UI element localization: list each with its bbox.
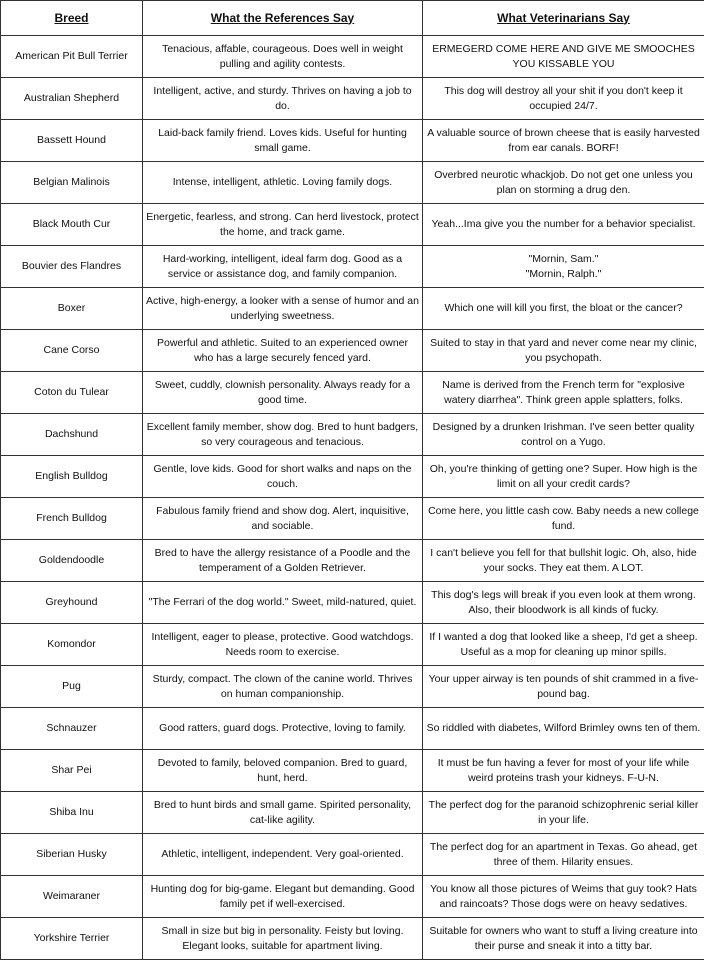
breed-cell: Pug <box>1 666 143 708</box>
table-row <box>1 78 704 120</box>
table-row <box>1 498 704 540</box>
breed-cell: Siberian Husky <box>1 834 143 876</box>
breed-cell: American Pit Bull Terrier <box>1 36 143 78</box>
references-cell: Fabulous family friend and show dog. Alert, inquisitive, and sociable. <box>143 498 423 540</box>
references-cell: Bred to have the allergy resistance of a Poodle and the temperament of a Golden Retriever. <box>143 540 423 582</box>
breed-cell: Yorkshire Terrier <box>1 918 143 960</box>
header-row <box>1 1 704 36</box>
table-row <box>1 582 704 624</box>
table-row <box>1 540 704 582</box>
table-row <box>1 414 704 456</box>
breed-cell: Cane Corso <box>1 330 143 372</box>
vets-cell: Come here, you little cash cow. Baby needs a new college fund. <box>423 498 704 540</box>
breed-cell: Belgian Malinois <box>1 162 143 204</box>
table-row <box>1 456 704 498</box>
breed-cell: Bouvier des Flandres <box>1 246 143 288</box>
references-cell: Sweet, cuddly, clownish personality. Always ready for a good time. <box>143 372 423 414</box>
vets-cell: Oh, you're thinking of getting one? Super. How high is the limit on all your credit cards? <box>423 456 704 498</box>
table-row <box>1 204 704 246</box>
vets-cell: The perfect dog for the paranoid schizophrenic serial killer in your life. <box>423 792 704 834</box>
references-cell: Devoted to family, beloved companion. Bred to guard, hunt, herd. <box>143 750 423 792</box>
table-row <box>1 834 704 876</box>
references-cell: Athletic, intelligent, independent. Very goal-oriented. <box>143 834 423 876</box>
references-cell: Active, high-energy, a looker with a sense of humor and an underlying sweetness. <box>143 288 423 330</box>
breed-cell: Australian Shepherd <box>1 78 143 120</box>
vets-cell: Name is derived from the French term for "explosive watery diarrhea". Think green apple splatters, folks. <box>423 372 704 414</box>
breed-cell: English Bulldog <box>1 456 143 498</box>
header-breed: Breed <box>1 1 143 36</box>
breed-cell: Dachshund <box>1 414 143 456</box>
references-cell: "The Ferrari of the dog world." Sweet, mild-natured, quiet. <box>143 582 423 624</box>
vets-cell: It must be fun having a fever for most of your life while weird proteins trash your kidneys. F-U-N. <box>423 750 704 792</box>
vets-cell: The perfect dog for an apartment in Texas. Go ahead, get three of them. Hilarity ensues. <box>423 834 704 876</box>
breed-cell: Schnauzer <box>1 708 143 750</box>
vets-cell: A valuable source of brown cheese that is easily harvested from ear canals. BORF! <box>423 120 704 162</box>
breed-cell: Coton du Tulear <box>1 372 143 414</box>
references-cell: Hard-working, intelligent, ideal farm dog. Good as a service or assistance dog, and family companion. <box>143 246 423 288</box>
references-cell: Intelligent, eager to please, protective. Good watchdogs. Needs room to exercise. <box>143 624 423 666</box>
references-cell: Good ratters, guard dogs. Protective, loving to family. <box>143 708 423 750</box>
vets-cell: ERMEGERD COME HERE AND GIVE ME SMOOCHES YOU KISSABLE YOU <box>423 36 704 78</box>
vets-cell: So riddled with diabetes, Wilford Brimley owns ten of them. <box>423 708 704 750</box>
breed-cell: Komondor <box>1 624 143 666</box>
table-row <box>1 792 704 834</box>
breed-cell: Bassett Hound <box>1 120 143 162</box>
table-row <box>1 750 704 792</box>
breed-cell: French Bulldog <box>1 498 143 540</box>
vets-cell: Suited to stay in that yard and never come near my clinic, you psychopath. <box>423 330 704 372</box>
references-cell: Sturdy, compact. The clown of the canine world. Thrives on human companionship. <box>143 666 423 708</box>
references-cell: Excellent family member, show dog. Bred to hunt badgers, so very courageous and tenacious. <box>143 414 423 456</box>
vets-cell: Which one will kill you first, the bloat or the cancer? <box>423 288 704 330</box>
table-row <box>1 246 704 288</box>
table-row <box>1 708 704 750</box>
vets-cell: Suitable for owners who want to stuff a living creature into their purse and sneak it into a titty bar. <box>423 918 704 960</box>
table-row <box>1 36 704 78</box>
vets-cell: I can't believe you fell for that bullshit logic. Oh, also, hide your socks. They eat them. A LOT. <box>423 540 704 582</box>
breed-cell: Shar Pei <box>1 750 143 792</box>
references-cell: Small in size but big in personality. Feisty but loving. Elegant looks, suitable for apartment living. <box>143 918 423 960</box>
breed-cell: Weimaraner <box>1 876 143 918</box>
table-row <box>1 162 704 204</box>
table-row <box>1 918 704 960</box>
references-cell: Intense, intelligent, athletic. Loving family dogs. <box>143 162 423 204</box>
breed-cell: Black Mouth Cur <box>1 204 143 246</box>
breed-cell: Shiba Inu <box>1 792 143 834</box>
references-cell: Laid-back family friend. Loves kids. Useful for hunting small game. <box>143 120 423 162</box>
header-vets: What Veterinarians Say <box>423 1 704 36</box>
references-cell: Hunting dog for big-game. Elegant but demanding. Good family pet if well-exercised. <box>143 876 423 918</box>
table-row <box>1 666 704 708</box>
header-references: What the References Say <box>143 1 423 36</box>
references-cell: Intelligent, active, and sturdy. Thrives on having a job to do. <box>143 78 423 120</box>
table-row <box>1 288 704 330</box>
vets-cell: You know all those pictures of Weims that guy took? Hats and raincoats? Those dogs were on heavy sedatives. <box>423 876 704 918</box>
references-cell: Gentle, love kids. Good for short walks and naps on the couch. <box>143 456 423 498</box>
table-row <box>1 624 704 666</box>
references-cell: Powerful and athletic. Suited to an experienced owner who has a large securely fenced yard. <box>143 330 423 372</box>
references-cell: Bred to hunt birds and small game. Spirited personality, cat-like agility. <box>143 792 423 834</box>
table-row <box>1 876 704 918</box>
vets-cell: Overbred neurotic whackjob. Do not get one unless you plan on storming a drug den. <box>423 162 704 204</box>
vets-cell: "Mornin, Sam." "Mornin, Ralph." <box>423 246 704 288</box>
table-row <box>1 372 704 414</box>
references-cell: Tenacious, affable, courageous. Does well in weight pulling and agility contests. <box>143 36 423 78</box>
table-row <box>1 120 704 162</box>
vets-cell: Yeah...Ima give you the number for a behavior specialist. <box>423 204 704 246</box>
breed-cell: Goldendoodle <box>1 540 143 582</box>
vets-cell: Your upper airway is ten pounds of shit crammed in a five-pound bag. <box>423 666 704 708</box>
vets-cell: Designed by a drunken Irishman. I've seen better quality control on a Yugo. <box>423 414 704 456</box>
breed-cell: Boxer <box>1 288 143 330</box>
vets-cell: This dog's legs will break if you even look at them wrong. Also, their bloodwork is all kinds of fucky. <box>423 582 704 624</box>
references-cell: Energetic, fearless, and strong. Can herd livestock, protect the home, and track game. <box>143 204 423 246</box>
vets-cell: This dog will destroy all your shit if you don't keep it occupied 24/7. <box>423 78 704 120</box>
table-row <box>1 330 704 372</box>
vets-cell: If I wanted a dog that looked like a sheep, I'd get a sheep. Useful as a mop for cleaning up minor spills. <box>423 624 704 666</box>
breed-cell: Greyhound <box>1 582 143 624</box>
